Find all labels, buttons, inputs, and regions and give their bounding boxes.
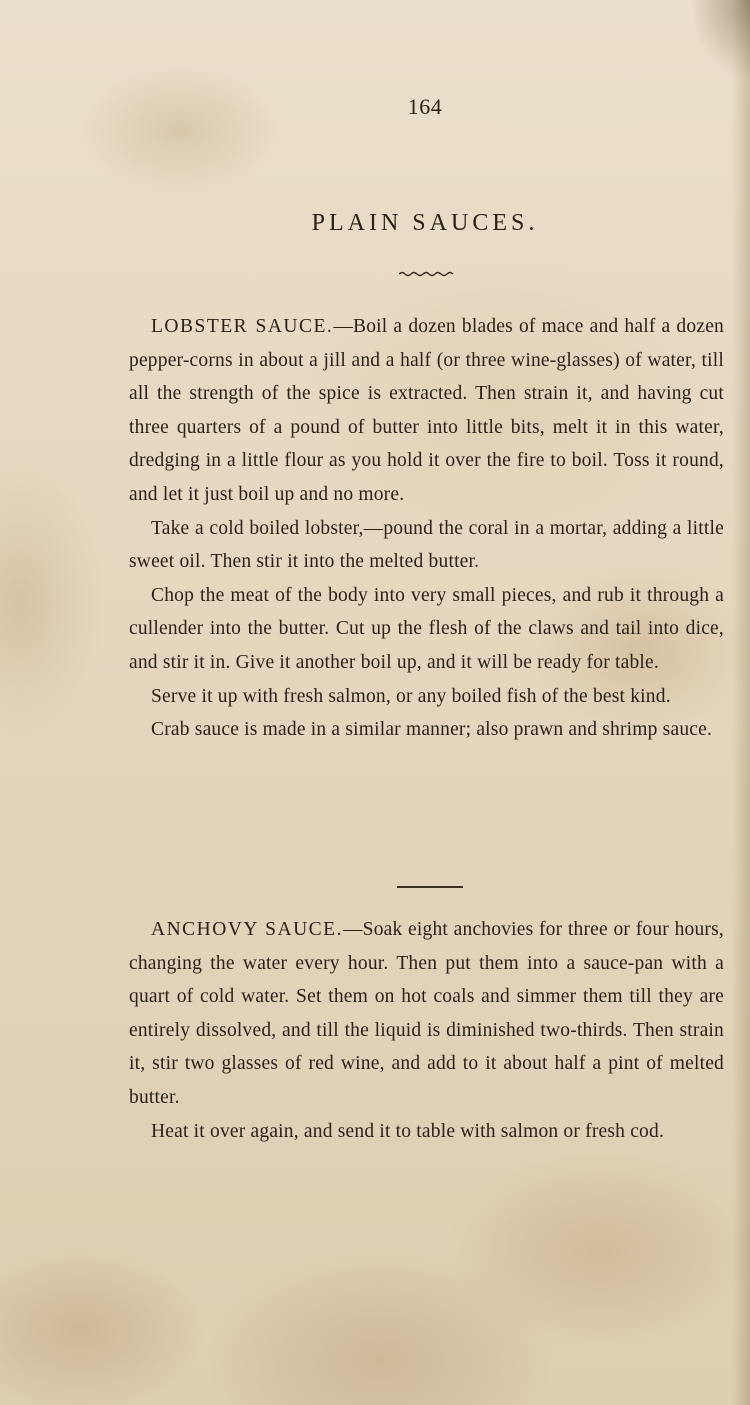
lobster-sauce-paragraph-1 bbox=[129, 310, 724, 512]
lobster-sauce-paragraph-3: Chop the meat of the body into very small pieces, and rub it through a cullender into the butter. Cut up the flesh of the claws and tail into dice, and stir it in. Give it another boil up, and it will be ready for table. bbox=[129, 584, 724, 673]
section-divider bbox=[397, 886, 463, 888]
title-ornament bbox=[399, 270, 455, 278]
lobster-sauce-paragraph-2: Take a cold boiled lobster,—pound the coral in a mortar, adding a little sweet oil. Then stir it into the melted butter. bbox=[129, 517, 724, 573]
lobster-sauce-paragraph-5: Crab sauce is made in a similar manner; also prawn and shrimp sauce. bbox=[151, 719, 713, 741]
chapter-title: PLAIN SAUCES. bbox=[311, 210, 539, 236]
paragraph-text: —Boil a dozen blades of mace and half a dozen pepper-corns in about a jill and a half (or three wine-glasses) of water, till all the strength of the spice is extracted. Then strain it, and having cut three quarters of a pound of butter into little bits, melt it in this water, dredging in a little flour as you hold it over the fire to boil. Toss it round, and let it just boil up and no more. bbox=[129, 316, 724, 505]
lobster-sauce-paragraph-4: Serve it up with fresh salmon, or any boiled fish of the best kind. bbox=[151, 685, 671, 707]
page-corner-stain bbox=[690, 0, 750, 80]
anchovy-sauce-section bbox=[129, 913, 724, 1148]
anchovy-sauce-paragraph-1 bbox=[129, 913, 724, 1115]
lobster-sauce-section bbox=[129, 310, 724, 747]
anchovy-sauce-paragraph-2: Heat it over again, and send it to table with salmon or fresh cod. bbox=[151, 1120, 665, 1142]
paragraph-text: —Soak eight anchovies for three or four hours, changing the water every hour. Then put them into a sauce-pan with a quart of cold water. Set them on hot coals and simmer them till they are entirely dissolved, and till the liquid is diminished two-thirds. Then strain it, stir two glasses of red wine, and add to it about half a pint of melted butter. bbox=[129, 919, 724, 1108]
lobster-sauce-heading: LOBSTER SAUCE. bbox=[151, 316, 334, 337]
page-number: 164 bbox=[407, 94, 443, 119]
anchovy-sauce-heading: ANCHOVY SAUCE. bbox=[151, 919, 343, 940]
